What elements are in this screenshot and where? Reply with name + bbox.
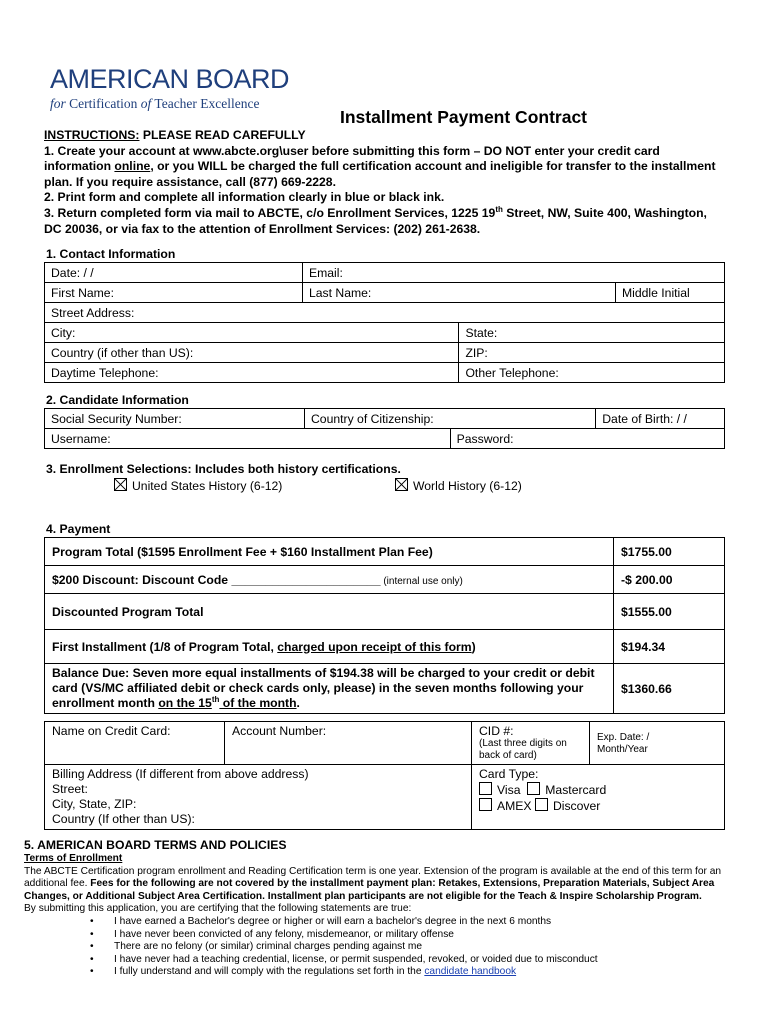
candidate-handbook-link[interactable]: candidate handbook: [424, 966, 517, 978]
instruction-3: 3. Return completed form via mail to ABCTE, c/o Enrollment Services, 1225 19th Street, NW, Suite 400, Washington, DC 20036, or via fax to the attention of Enrollment Services: (202) 261-2638.: [44, 204, 707, 236]
payment-label: Discounted Program Total: [45, 594, 614, 630]
page-title: Installment Payment Contract: [340, 107, 587, 127]
payment-label: Program Total ($1595 Enrollment Fee + $160 Installment Plan Fee): [45, 538, 614, 566]
terms-heading: 5. AMERICAN BOARD TERMS AND POLICIES: [24, 838, 287, 852]
first-name-field[interactable]: First Name:: [45, 283, 303, 303]
payment-amount: $194.34: [614, 630, 725, 664]
world-history-checkbox[interactable]: [395, 478, 408, 491]
list-item: • I have never had a teaching credential, license, or permit suspended, revoked, or voided due to misconduct: [90, 953, 598, 965]
cid-note: (Last three digits on back of card): [479, 738, 567, 761]
billing-address-field[interactable]: Billing Address (If different from above address) Street: City, State, ZIP: Country (If other than US):: [45, 765, 472, 830]
city-field[interactable]: City:: [45, 323, 459, 343]
contact-table: [44, 262, 725, 383]
list-item: • I fully understand and will comply with the regulations set forth in the candidate handbook: [90, 966, 517, 978]
payment-row: [45, 566, 725, 594]
candidate-table: [44, 408, 725, 449]
date-field[interactable]: Date: / /: [45, 263, 303, 283]
state-field[interactable]: State:: [459, 323, 725, 343]
credit-card-table: [44, 721, 725, 830]
terms-paragraph: The ABCTE Certification program enrollment and Reading Certification term is one year. Extension of the program is available at the end of this term for an additional fee. Fees for the following are not covered by the installment payment plan: Retakes, Extensions, Preparation Materials, Subject Area Changes, or Additional Subject Area Certification. Installment plan participants are not eligible for the Teach & Inspire Scholarship Program.: [24, 865, 722, 902]
contact-heading: 1. Contact Information: [46, 247, 176, 261]
list-item: • I have never been convicted of any felony, misdemeanor, or military offense: [90, 928, 454, 940]
instruction-2: 2. Print form and complete all information clearly in blue or black ink.: [44, 190, 445, 205]
payment-row: [45, 538, 725, 566]
zip-field[interactable]: ZIP:: [459, 343, 725, 363]
mastercard-checkbox[interactable]: [527, 782, 540, 795]
instructions-heading: INSTRUCTIONS: PLEASE READ CAREFULLY: [44, 128, 306, 142]
payment-amount: $1755.00: [614, 538, 725, 566]
instructions: [44, 128, 724, 237]
us-history-checkbox[interactable]: [114, 478, 127, 491]
instruction-1: 1. Create your account at www.abcte.org\user before submitting this form – DO NOT enter your credit card information online, or you WILL be charged the full certification account and ineligible for transfer to the installment plan. If you require assistance, call (877) 669-2228.: [44, 143, 716, 189]
payment-amount: $1360.66: [614, 664, 725, 714]
payment-label: Balance Due: Seven more equal installments of $194.38 will be charged to your credit or debit card (VS/MC affiliated debit or check cards only, please) in the seven months following your enrollment month on the 15th of the month.: [45, 664, 614, 714]
payment-amount: $1555.00: [614, 594, 725, 630]
amex-checkbox[interactable]: [479, 798, 492, 811]
discover-checkbox[interactable]: [535, 798, 548, 811]
password-field[interactable]: Password:: [450, 429, 724, 449]
street-address-field[interactable]: Street Address:: [45, 303, 725, 323]
abcte-logo: [50, 64, 300, 112]
other-phone-field[interactable]: Other Telephone:: [459, 363, 725, 383]
us-history-option[interactable]: United States History (6-12): [114, 478, 282, 493]
cid-field[interactable]: CID #: (Last three digits on back of card): [472, 722, 590, 765]
payment-amount: -$ 200.00: [614, 566, 725, 594]
country-field[interactable]: Country (if other than US):: [45, 343, 459, 363]
logo-title: AMERICAN BOARD: [50, 64, 290, 94]
card-name-field[interactable]: Name on Credit Card:: [45, 722, 225, 765]
terms-section: [24, 838, 724, 979]
logo-subtitle: for Certification of Teacher Excellence: [50, 96, 260, 111]
enrollment-heading: 3. Enrollment Selections: Includes both history certifications.: [46, 462, 401, 476]
exp-date-field[interactable]: Exp. Date: / Month/Year: [590, 722, 725, 765]
username-field[interactable]: Username:: [45, 429, 451, 449]
world-history-option[interactable]: World History (6-12): [395, 478, 522, 493]
payment-label: First Installment (1/8 of Program Total, charged upon receipt of this form): [45, 630, 614, 664]
dob-field[interactable]: Date of Birth: / /: [596, 409, 725, 429]
terms-list: [24, 916, 724, 979]
middle-initial-field[interactable]: Middle Initial: [616, 283, 725, 303]
terms-subheading: Terms of Enrollment: [24, 853, 123, 864]
email-field[interactable]: Email:: [303, 263, 725, 283]
account-number-field[interactable]: Account Number:: [225, 722, 472, 765]
candidate-heading: 2. Candidate Information: [46, 393, 189, 407]
payment-label: $200 Discount: Discount Code ______________________ (internal use only): [45, 566, 614, 594]
terms-certify: By submitting this application, you are certifying that the following statements are true:: [24, 903, 412, 915]
citizenship-field[interactable]: Country of Citizenship:: [305, 409, 596, 429]
payment-table: [44, 537, 725, 714]
daytime-phone-field[interactable]: Daytime Telephone:: [45, 363, 459, 383]
list-item: • I have earned a Bachelor's degree or higher or will earn a bachelor's degree in the next 6 months: [90, 915, 552, 927]
visa-checkbox[interactable]: [479, 782, 492, 795]
last-name-field[interactable]: Last Name:: [303, 283, 616, 303]
payment-row: [45, 594, 725, 630]
payment-row: [45, 630, 725, 664]
payment-row: [45, 664, 725, 714]
list-item: • There are no felony (or similar) criminal charges pending against me: [90, 941, 423, 953]
card-type-field: Card Type: Visa Mastercard AMEX Discover: [472, 765, 725, 830]
ssn-field[interactable]: Social Security Number:: [45, 409, 305, 429]
payment-heading: 4. Payment: [46, 522, 111, 536]
